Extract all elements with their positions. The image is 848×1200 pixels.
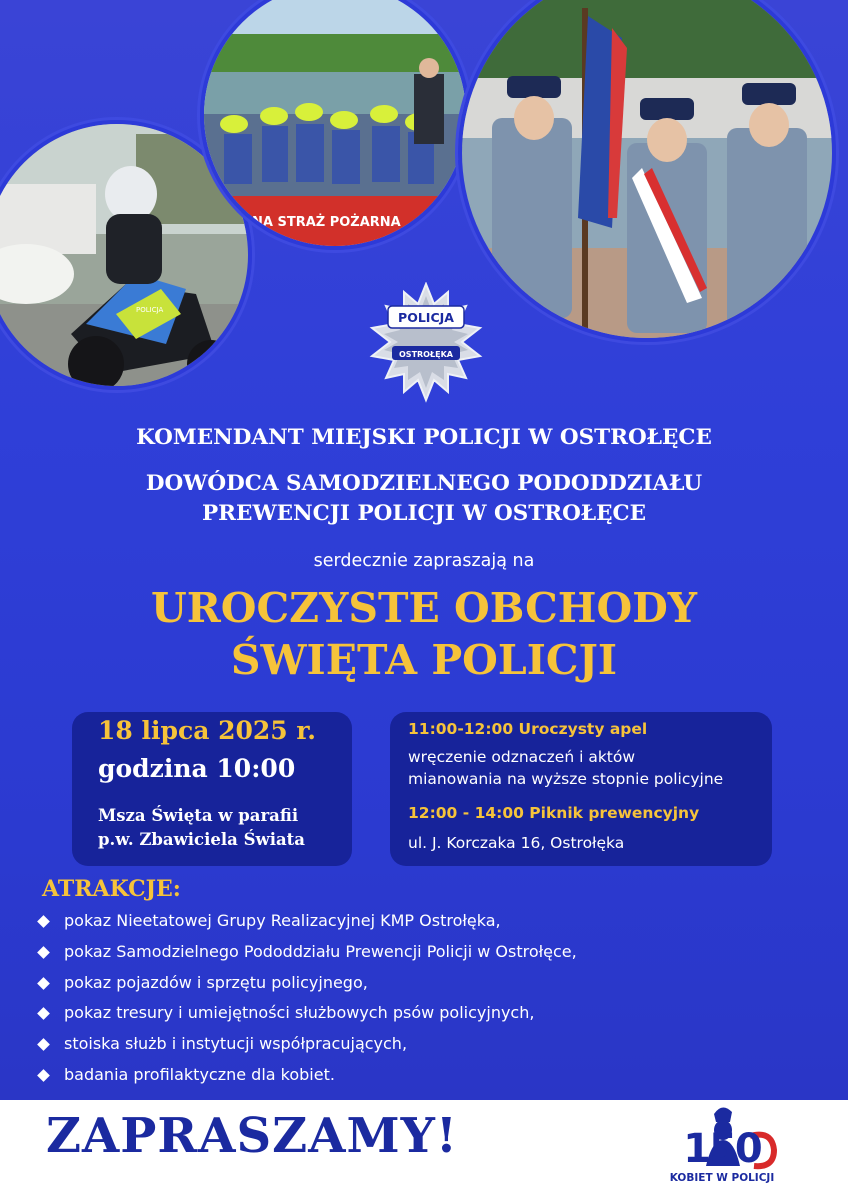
list-item: [36, 1029, 577, 1060]
logo-caption: KOBIET W POLICJI: [669, 1172, 775, 1184]
diamond-bullet-icon: [37, 946, 50, 959]
boat-image: [204, 0, 466, 246]
badge-top-text: POLICJA: [398, 310, 454, 325]
diamond-bullet-icon: [37, 1069, 50, 1082]
event1-desc-line1: wręczenie odznaczeń i aktów: [408, 748, 636, 766]
attractions-title: ATRAKCJE:: [42, 876, 181, 902]
diamond-bullet-icon: [37, 1008, 50, 1021]
footer-invite-title: ZAPRASZAMY!: [46, 1108, 458, 1164]
attraction-text: badania profilaktyczne dla kobiet.: [64, 1064, 335, 1084]
organizer-unit-commander: [0, 469, 848, 529]
invite-text: serdecznie zapraszają na: [313, 551, 535, 571]
boat-label: NA STRAŻ POŻARNA: [252, 215, 401, 230]
list-item: [36, 998, 577, 1029]
event-date: 18 lipca 2025 r.: [98, 716, 316, 745]
logo-150-kobiet: [662, 1100, 792, 1200]
mass-info: [98, 804, 305, 852]
attraction-text: pokaz tresury i umiejętności służbowych psów policyjnych,: [64, 1003, 535, 1023]
list-item: [36, 906, 577, 937]
diamond-bullet-icon: [37, 977, 50, 990]
footer-band: [0, 1100, 848, 1200]
attraction-text: pokaz Nieetatowej Grupy Realizacyjnej KMP Ostrołęka,: [64, 911, 501, 930]
list-item: [36, 937, 577, 968]
diamond-bullet-icon: [37, 915, 50, 928]
schedule-event1-title: 11:00-12:00 Uroczysty apel: [408, 720, 648, 738]
schedule-address: ul. J. Korczaka 16, Ostrołęka: [408, 834, 625, 852]
organizer-commander: KOMENDANT MIEJSKI POLICJI W OSTROŁĘCE: [136, 425, 712, 450]
diamond-bullet-icon: [37, 1038, 50, 1051]
mass-line2: p.w. Zbawiciela Świata: [98, 830, 305, 849]
police-star-badge: [356, 282, 496, 408]
motorcycle-police-label: POLICJA: [136, 306, 164, 314]
list-item: [36, 968, 577, 999]
attraction-text: pokaz pojazdów i sprzętu policyjnego,: [64, 972, 368, 992]
attractions-list: [36, 906, 577, 1091]
headline-line2: ŚWIĘTA POLICJI: [230, 636, 618, 684]
color-guard-image: [462, 0, 832, 338]
organizer-unit-line1: DOWÓDCA SAMODZIELNEGO PODODDZIAŁU: [145, 471, 703, 496]
photo-police-color-guard: [458, 0, 836, 342]
schedule-event2-title: 12:00 - 14:00 Piknik prewencyjny: [408, 804, 700, 822]
logo-number: 150: [683, 1126, 761, 1172]
schedule-event1-description: [408, 746, 723, 790]
schedule-box: [390, 712, 772, 866]
event-headline: [0, 582, 848, 686]
date-box: [72, 712, 352, 866]
event-hour: godzina 10:00: [98, 754, 296, 783]
attraction-text: pokaz Samodzielnego Pododdziału Prewencji Policji w Ostrołęce,: [64, 941, 577, 961]
event1-desc-line2: mianowania na wyższe stopnie policyjne: [408, 770, 724, 788]
list-item: [36, 1060, 577, 1091]
attraction-text: stoiska służb i instytucji współpracujących,: [64, 1034, 408, 1054]
headline-line1: UROCZYSTE OBCHODY: [150, 584, 698, 632]
organizer-unit-line2: PREWENCJI POLICJI W OSTROŁĘCE: [202, 501, 646, 526]
badge-bottom-text: OSTROŁĘKA: [399, 350, 453, 359]
mass-line1: Msza Święta w parafii: [98, 806, 299, 825]
